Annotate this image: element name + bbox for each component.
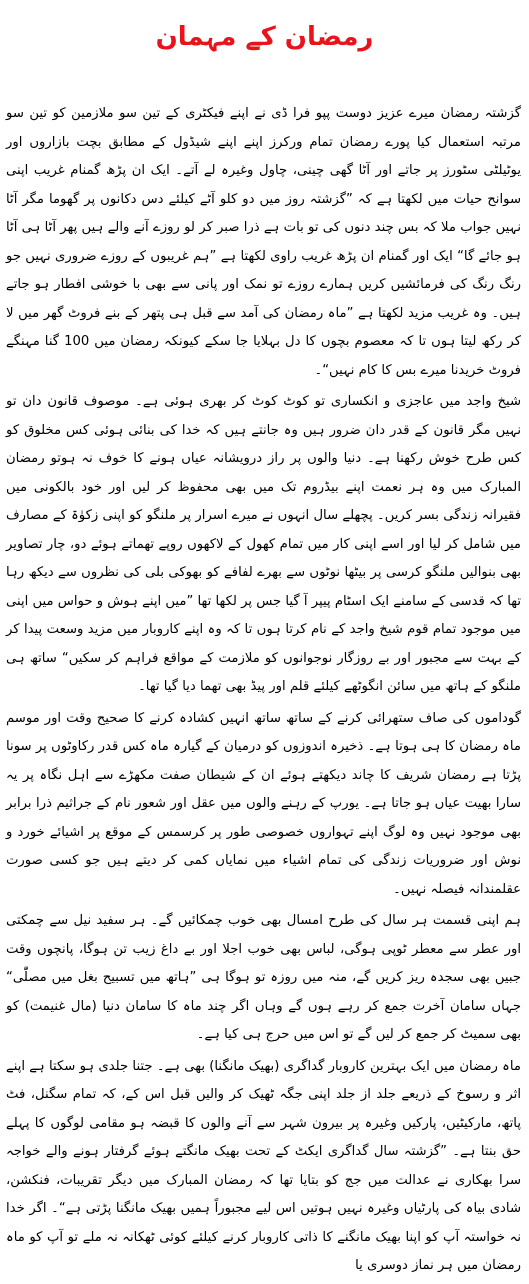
article-paragraph-4: ہم اپنی قسمت ہر سال کی طرح امسال بھی خوب چمکائیں گے۔ ہر سفید نیل سے چمکتی اور عطر سے معطر ٹوپی ہوگی، لباس بھی خوب اجلا اور بے داغ زیب تن ہوگا، پانچوں وقت جبیں بھی سجدہ ریز کریں گے، منہ میں روزہ تو ہوگا ہی ”ہاتھ میں تسبیح بغل میں مصلّٰی“ جہاں سامان آخرت جمع کر رہے ہوں گے وہاں اگر چند ماہ کا سامان دنیا (مال غنیمت) کو بھی سمیٹ کر جمع کر لیں گے تو اس میں حرج ہی کیا ہے۔ (6, 913, 521, 1042)
article-title: رمضان کے مہمان (155, 22, 374, 52)
article-paragraph-3: گوداموں کی صاف ستھرائی کرنے کے ساتھ ساتھ انہیں کشادہ کرنے کا صحیح وقت اور موسم ماہ رمضان کا ہی ہوتا ہے۔ ذخیرہ اندوزوں کو درمیان کے گیارہ ماہ کس قدر رکاوٹوں پر سونا پڑتا ہے رمضان شریف کا چاند دیکھتے ہوئے ان کے شیطان صفت مکھڑے سے اہل نگاہ پر یہ سارا بھیت عیاں ہو جاتا ہے۔ یورپ کے رہنے والوں میں عقل اور شعور نام کے جراثیم ذرا برابر بھی موجود نہیں وہ لوگ اپنے تہواروں خصوصی طور پر کرسمس کے موقع پر اشیائے خورد و نوش اور ضروریات زندگی کی تمام اشیاء میں نمایاں کمی کر دیتے ہیں جو کسی صورت عقلمندانہ فیصلہ نہیں۔ (6, 710, 521, 897)
article-paragraph-5: ماہ رمضان میں ایک بہترین کاروبار گداگری (بھیک مانگنا) بھی ہے۔ جتنا جلدی ہو سکتا ہے اپنے اثر و رسوخ کے ذریعے جلد از جلد اپنی جگہ ٹھیک کر والیں قبل اس کے، کہ تمام سگنل، فٹ پاتھ، مارکیٹیں، پارکیں وغیرہ پر بیرون شہر سے آنے والوں کا قبضہ ہو مقامی لوگوں کا پہلے حق بنتا ہے۔ ”گزشتہ سال گداگری ایکٹ کے تحت بھیک مانگتے ہوئے گرفتار ہونے والے خواجہ سرا بھکاری نے عدالت میں جج کو بتایا تھا کہ رمضان المبارک میں دیگر تقریبات، فنکشن، شادی بیاہ کی پارٹیاں وغیرہ نہیں ہوتیں اس لیے مجبوراً ہمیں بھیک مانگنا پڑتی ہے“۔ اگر خدا نہ خواستہ آپ کو اپنا بھیک مانگنے کا ذاتی کاروبار کرنے کیلئے کوئی ٹھکانہ نہ ملے تو آپ کو ماہ رمضان میں ہر نماز دوسری یا (6, 1058, 521, 1273)
article-paragraph-2: شیخ واجد میں عاجزی و انکساری تو کوٹ کوٹ کر بھری ہوئی ہے۔ موصوف قانون دان تو نہیں مگر قانون کے قدر دان ضرور ہیں وہ جانتے ہیں کہ خدا کی بنائی ہوئی کس مخلوق کو کس طرح خوش رکھنا ہے۔ دنیا والوں پر راز درویشانہ عیاں ہونے کا خوف نہ ہوتو رمضان المبارک میں وہ ہر نعمت اپنے بیڈروم تک میں بھی محفوظ کر لیں اور خود بالکونی میں فقیرانہ زندگی بسر کریں۔ پچھلے سال انہوں نے میرے اسرار پر ملنگو کو اپنی زکوٰۃ کے مصارف میں شامل کر لیا اور اسے اپنی کار میں تمام کھول کے لاکھوں روپے تھماتے ہوئے دو، چار تصاویر بھی بنوالیں ملنگو کرسی پر بیٹھا نوٹوں سے بھرے لفافے کو بھوکی بلی کی نظروں سے دیکھ رہا تھا کہ قدسی کے سامنے ایک اسٹام پیپر آ گیا جس پر لکھا تھا ”میں اپنے ہوش و حواس میں اپنی میں موجود تمام قوم شیخ واجد کے نام کرتا ہوں تا کہ وہ اپنے کاروبار میں مزید وسعت پیدا کر کے بہت سے مجبور اور بے روزگار نوجوانوں کو ملازمت کے مواقع فراہم کر سکیں“ ساتھ ہی ملنگو کے ہاتھ میں سائن انگوٹھے کیلئے قلم اور پیڈ بھی تھما دیا گیا تھا۔ (6, 394, 521, 694)
article-paragraph-1: گزشتہ رمضان میرے عزیز دوست پپو فرا ڈی نے اپنے فیکٹری کے تین سو ملازمین کو تین سو مرتبہ استعمال کیا پورے رمضان تمام ورکرز اپنے اپنے شیڈول کے مطابق بچت بازاروں اور یوٹیلٹی سٹورز پر جاتے اور آٹا گھی چینی، چاول وغیرہ لے آتے۔ ایک ان پڑھ گمنام غریب اپنی سوانح حیات میں لکھتا ہے کہ ”گزشتہ روز میں دو کلو آٹے کیلئے دس دکانوں پر گھوما مگر آٹا نہیں جواب ملا کہ بس چند دنوں کی تو بات ہے ذرا صبر کر لو روزے آنے والے ہیں پھر آٹا ہی آٹا ہو جائے گا“ ایک اور گمنام ان پڑھ غریب راوی لکھتا ہے ”ہم غریبوں کے روزے ضروری نہیں جو رنگ رنگ کی فرمائشیں کریں ہمارے روزے تو نمک اور پانی سے بھی با خوشی افطار ہو جاتے ہیں۔ وہ غریب مزید لکھتا ہے ”ماہ رمضان کی آمد سے قبل ہی پتھر کے بنے فروٹ گھر میں لا کر رکھ لیتا ہوں تا کہ معصوم بچوں کا دل بہلایا جا سکے کیونکہ رمضان میں 100 گنا مہنگے فروٹ خریدنا میرے بس کا کام نہیں“۔ (6, 106, 521, 378)
article-body (6, 100, 521, 1284)
